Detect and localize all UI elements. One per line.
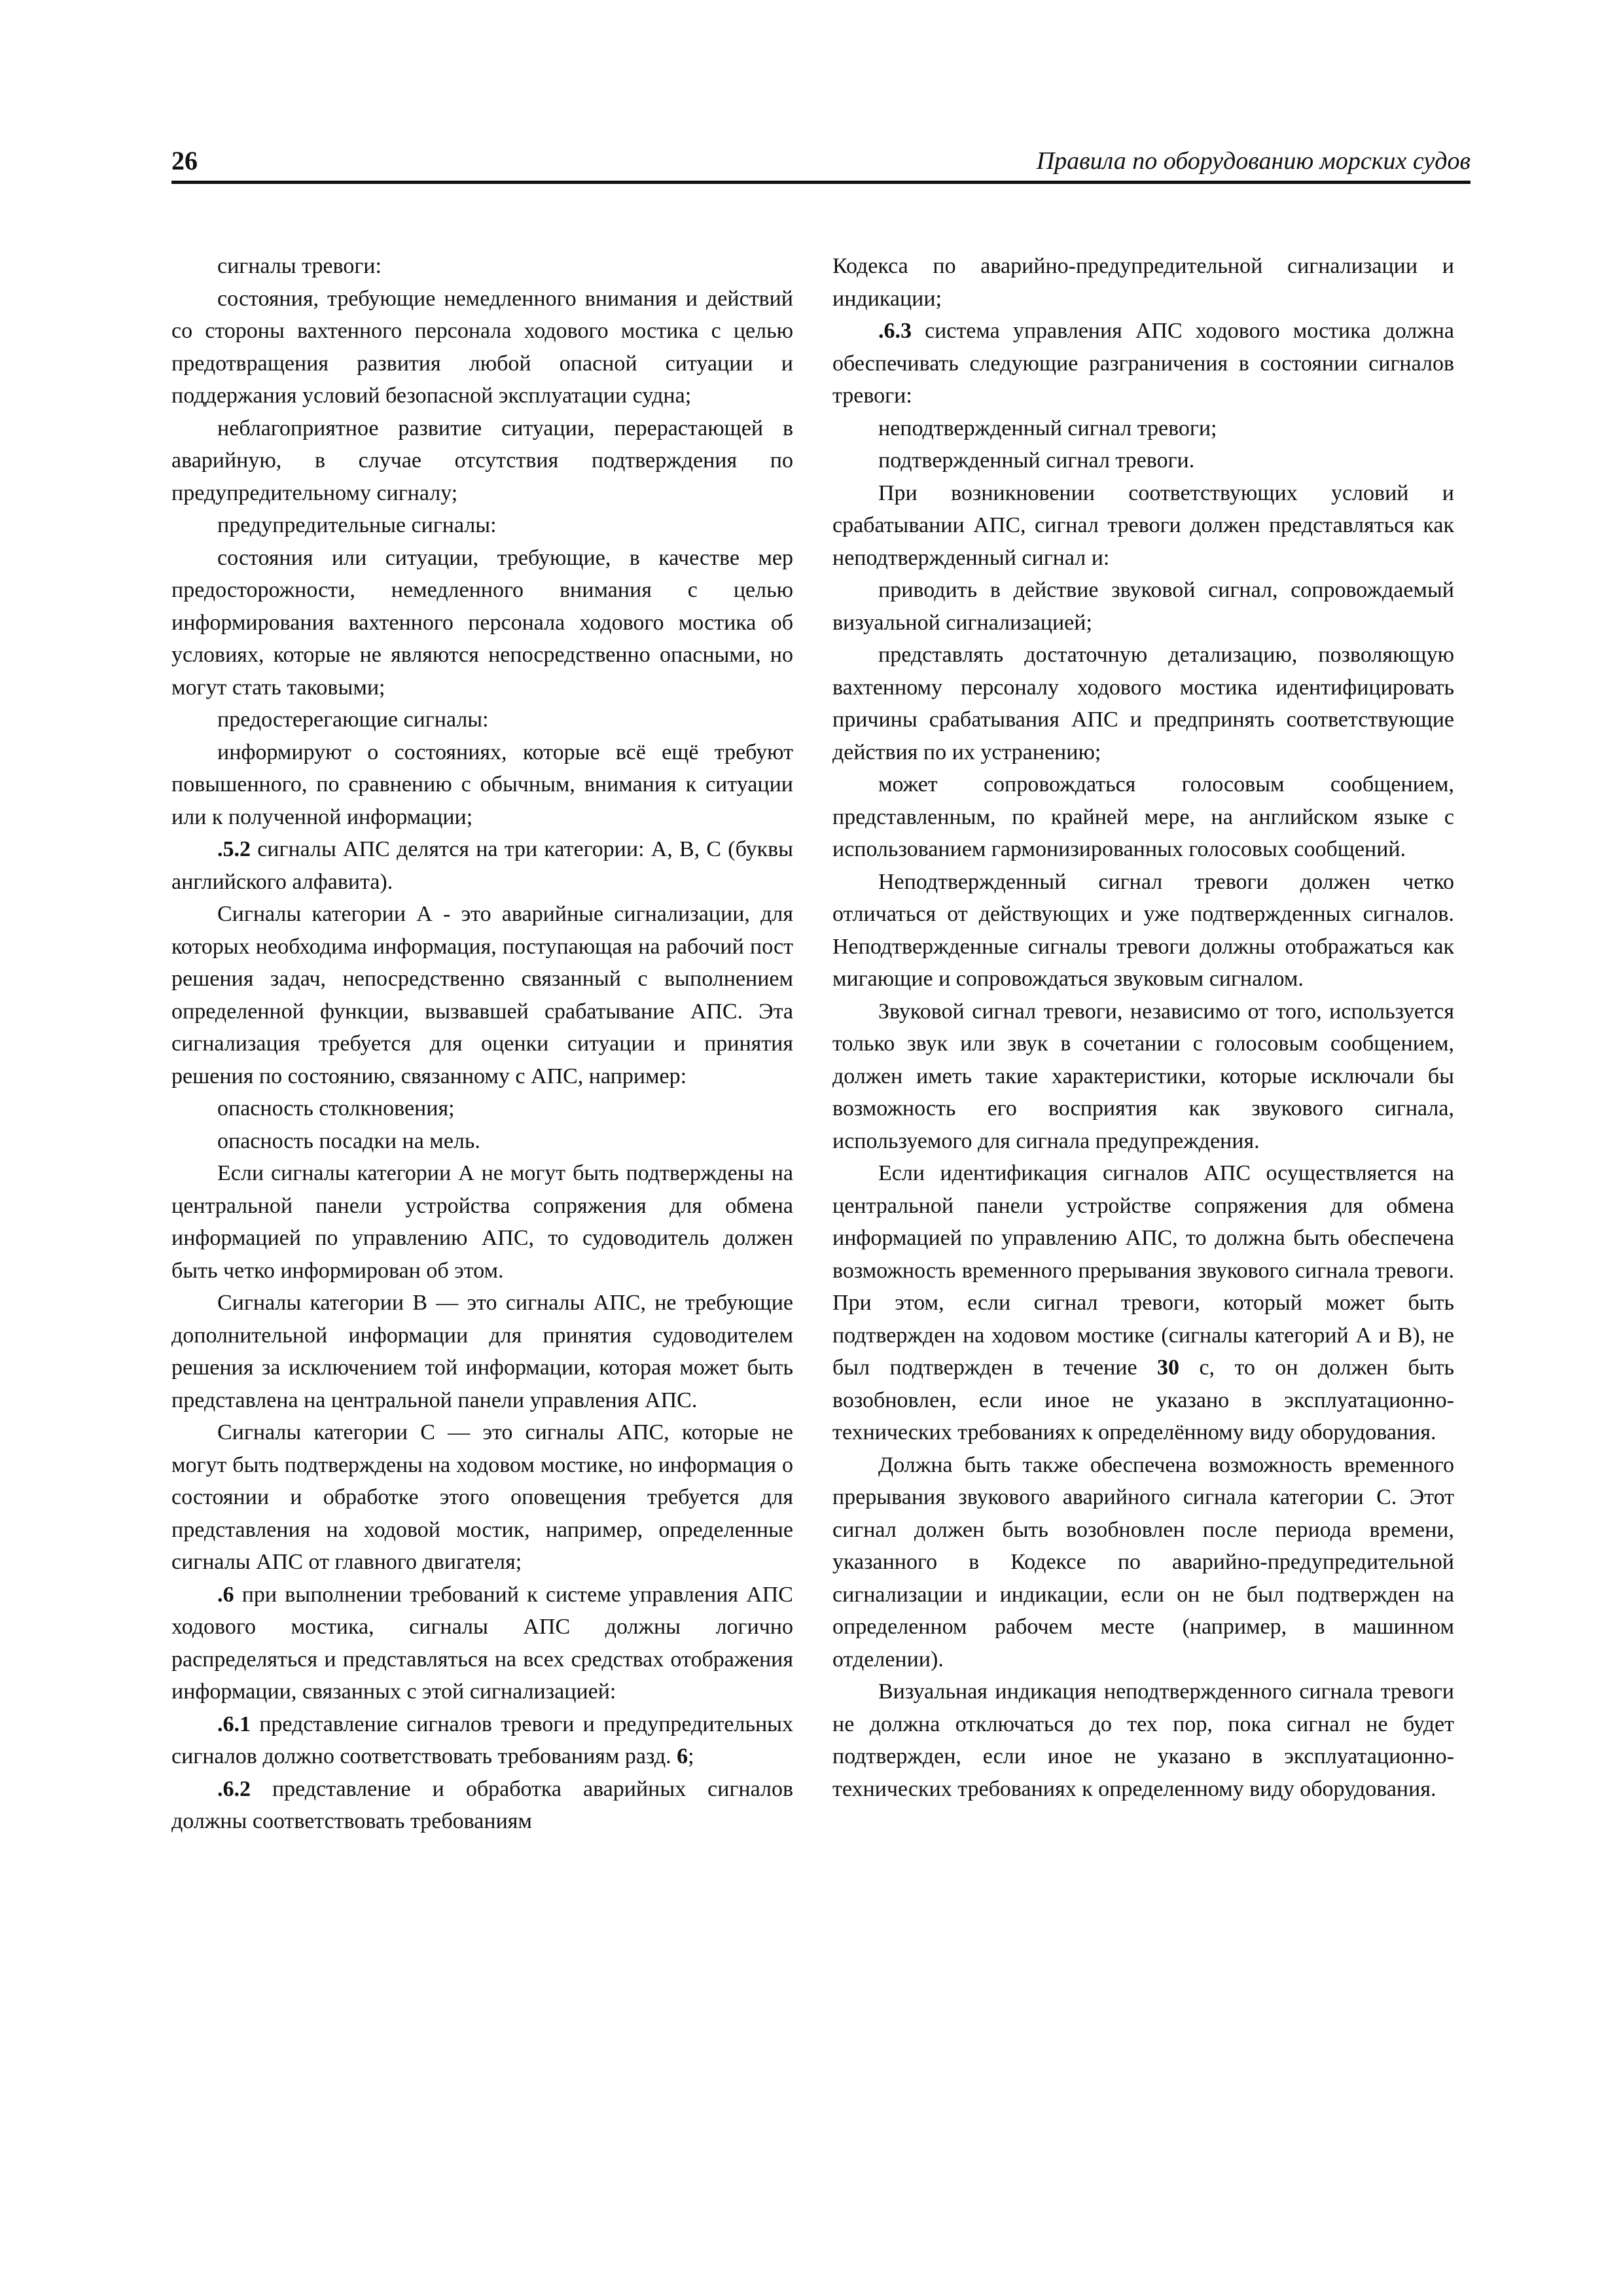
paragraph-text: представление сигналов тревоги и предупредительных сигналов должно соответствовать требованиям разд. — [171, 1712, 793, 1768]
paragraph-text: опасность посадки на мель. — [217, 1128, 480, 1153]
paragraph-text: Звуковой сигнал тревоги, независимо от того, используется только звук или звук в сочетании с голосовым сообщением, должен иметь такие характеристики, которые исключали бы возможность его восприятия как звукового сигнала, используемого для сигнала предупреждения. — [832, 999, 1454, 1153]
paragraph — [171, 250, 793, 283]
paragraph — [171, 833, 793, 898]
paragraph — [832, 477, 1454, 575]
paragraph-text: подтвержденный сигнал тревоги. — [878, 448, 1195, 473]
paragraph — [832, 412, 1454, 445]
paragraph-text: Сигналы категории С — это сигналы АПС, которые не могут быть подтверждены на ходовом мостике, но информация о состоянии и обработке этого оповещения требуется для представления на ходовой мостик, например, определенные сигналы АПС от главного двигателя; — [171, 1420, 793, 1574]
bold-reference: 30 — [1157, 1355, 1180, 1380]
paragraph — [832, 996, 1454, 1158]
paragraph — [832, 639, 1454, 768]
paragraph — [171, 1773, 793, 1838]
paragraph-text: При возникновении соответствующих условий и срабатывании АПС, сигнал тревоги должен представляться как неподтвержденный сигнал и: — [832, 480, 1454, 570]
paragraph — [171, 1579, 793, 1708]
paragraph — [171, 1287, 793, 1416]
paragraph-text: Неподтвержденный сигнал тревоги должен четко отличаться от действующих и уже подтвержденных сигналов. Неподтвержденные сигналы тревоги должны отображаться как мигающие и сопровождаться звуковым сигналом. — [832, 869, 1454, 991]
page-header — [171, 144, 1471, 184]
paragraph-text: Сигналы категории В — это сигналы АПС, не требующие дополнительной информации для принятия судоводителем решения за исключением той информации, которая может быть представлена на центральной панели управления АПС. — [171, 1291, 793, 1412]
paragraph-text: Должна быть также обеспечена возможность временного прерывания звукового аварийного сигнала категории С. Этот сигнал должен быть возобновлен после периода времени, указанного в Кодексе по аварийно-предупредительной сигнализации и индикации, если он не был подтвержден на определенном рабочем месте (например, в машинном отделении). — [832, 1452, 1454, 1672]
left-column — [171, 250, 793, 1838]
paragraph — [171, 412, 793, 510]
paragraph — [832, 444, 1454, 477]
paragraph-text: сигналы АПС делятся на три категории: А, В, С (буквы английского алфавита). — [171, 837, 793, 894]
paragraph-text: Кодекса по аварийно-предупредительной сигнализации и индикации; — [832, 254, 1454, 311]
paragraph — [832, 315, 1454, 412]
paragraph-text: сигналы тревоги: — [217, 254, 382, 278]
paragraph-text: неблагоприятное развитие ситуации, перерастающей в аварийную, в случае отсутствия подтверждения по предупредительному сигналу; — [171, 416, 793, 505]
paragraph-text: Если сигналы категории А не могут быть подтверждены на центральной панели устройства сопряжения для обмена информацией по управлению АПС, то судоводитель должен быть четко информирован об этом. — [171, 1161, 793, 1283]
paragraph-tail: с, то он должен быть возобновлен, если иное не указано в эксплуатационно-технических требованиях к определённому виду оборудования. — [832, 1355, 1454, 1444]
right-column — [832, 250, 1454, 1805]
paragraph-text: Сигналы категории А - это аварийные сигнализации, для которых необходима информация, поступающая на рабочий пост решения задач, непосредственно связанный с выполнением определенной функции, вызвавшей срабатывание АПС. Эта сигнализация требуется для оценки ситуации и принятия решения по состоянию, связанному с АПС, например: — [171, 902, 793, 1088]
paragraph-text: представлять достаточную детализацию, позволяющую вахтенному персоналу ходового мостика идентифицировать причины срабатывания АПС и предпринять соответствующие действия по их устранению; — [832, 643, 1454, 764]
paragraph — [832, 1676, 1454, 1805]
paragraph-text: опасность столкновения; — [217, 1096, 455, 1121]
paragraph — [171, 1708, 793, 1773]
paragraph-text: неподтвержденный сигнал тревоги; — [878, 416, 1217, 440]
paragraph — [171, 1092, 793, 1125]
paragraph — [171, 283, 793, 412]
bold-reference: 6 — [677, 1744, 688, 1768]
paragraph — [832, 574, 1454, 639]
paragraph-text: при выполнении требований к системе управления АПС ходового мостика, сигналы АПС должны логично распределяться и представляться на всех средствах отображения информации, связанных с этой сигнализацией: — [171, 1582, 793, 1704]
paragraph-text: может сопровождаться голосовым сообщением, представленным, по крайней мере, на английском языке с использованием гармонизированных голосовых сообщений. — [832, 772, 1454, 861]
paragraph — [832, 866, 1454, 996]
paragraph — [171, 704, 793, 736]
paragraph — [832, 250, 1454, 315]
paragraph — [832, 1449, 1454, 1676]
paragraph — [171, 509, 793, 542]
paragraph-text: состояния, требующие немедленного внимания и действий со стороны вахтенного персонала ходового мостика с целью предотвращения развития любой опасной ситуации и поддержания условий безопасной эксплуатации судна; — [171, 286, 793, 408]
paragraph — [171, 542, 793, 704]
paragraph-text: представление и обработка аварийных сигналов должны соответствовать требованиям — [171, 1776, 793, 1833]
clause-number: .5.2 — [217, 837, 251, 861]
paragraph — [171, 736, 793, 834]
paragraph-text: система управления АПС ходового мостика должна обеспечивать следующие разграничения в состоянии сигналов тревоги: — [832, 319, 1454, 408]
paragraph-text: приводить в действие звуковой сигнал, сопровождаемый визуальной сигнализацией; — [832, 578, 1454, 635]
clause-number: .6.3 — [878, 319, 912, 343]
clause-number: .6 — [217, 1582, 234, 1607]
clause-number: .6.1 — [217, 1712, 251, 1736]
paragraph — [832, 1157, 1454, 1449]
paragraph — [832, 768, 1454, 866]
paragraph — [171, 1416, 793, 1579]
paragraph-text: Визуальная индикация неподтвержденного сигнала тревоги не должна отключаться до тех пор, пока сигнал не будет подтвержден, если иное не указано в эксплуатационно-технических требованиях к определенному виду оборудования. — [832, 1679, 1454, 1801]
paragraph-tail: ; — [688, 1744, 694, 1768]
paragraph-text: предупредительные сигналы: — [217, 513, 497, 537]
paragraph-text: предостерегающие сигналы: — [217, 708, 489, 732]
paragraph — [171, 1157, 793, 1287]
paragraph-text: Если идентификация сигналов АПС осуществляется на центральной панели устройстве сопряжения для обмена информацией по управлению АПС, то должна быть обеспечена возможность временного прерывания звукового сигнала тревоги. При этом, если сигнал тревоги, который может быть подтвержден на ходовом мостике (сигналы категорий А и В), не был подтвержден в течение — [832, 1161, 1454, 1380]
paragraph — [171, 898, 793, 1092]
paragraph-text: состояния или ситуации, требующие, в качестве мер предосторожности, немедленного внимания с целью информирования вахтенного персонала ходового мостика об условиях, которые не являются непосредственно опасными, но могут стать таковыми; — [171, 545, 793, 700]
clause-number: .6.2 — [217, 1776, 251, 1801]
running-title: Правила по оборудованию морских судов — [1036, 147, 1471, 175]
paragraph-text: информируют о состояниях, которые всё ещё требуют повышенного, по сравнению с обычным, внимания к ситуации или к полученной информации; — [171, 740, 793, 829]
paragraph — [171, 1125, 793, 1158]
page-number: 26 — [171, 146, 198, 175]
